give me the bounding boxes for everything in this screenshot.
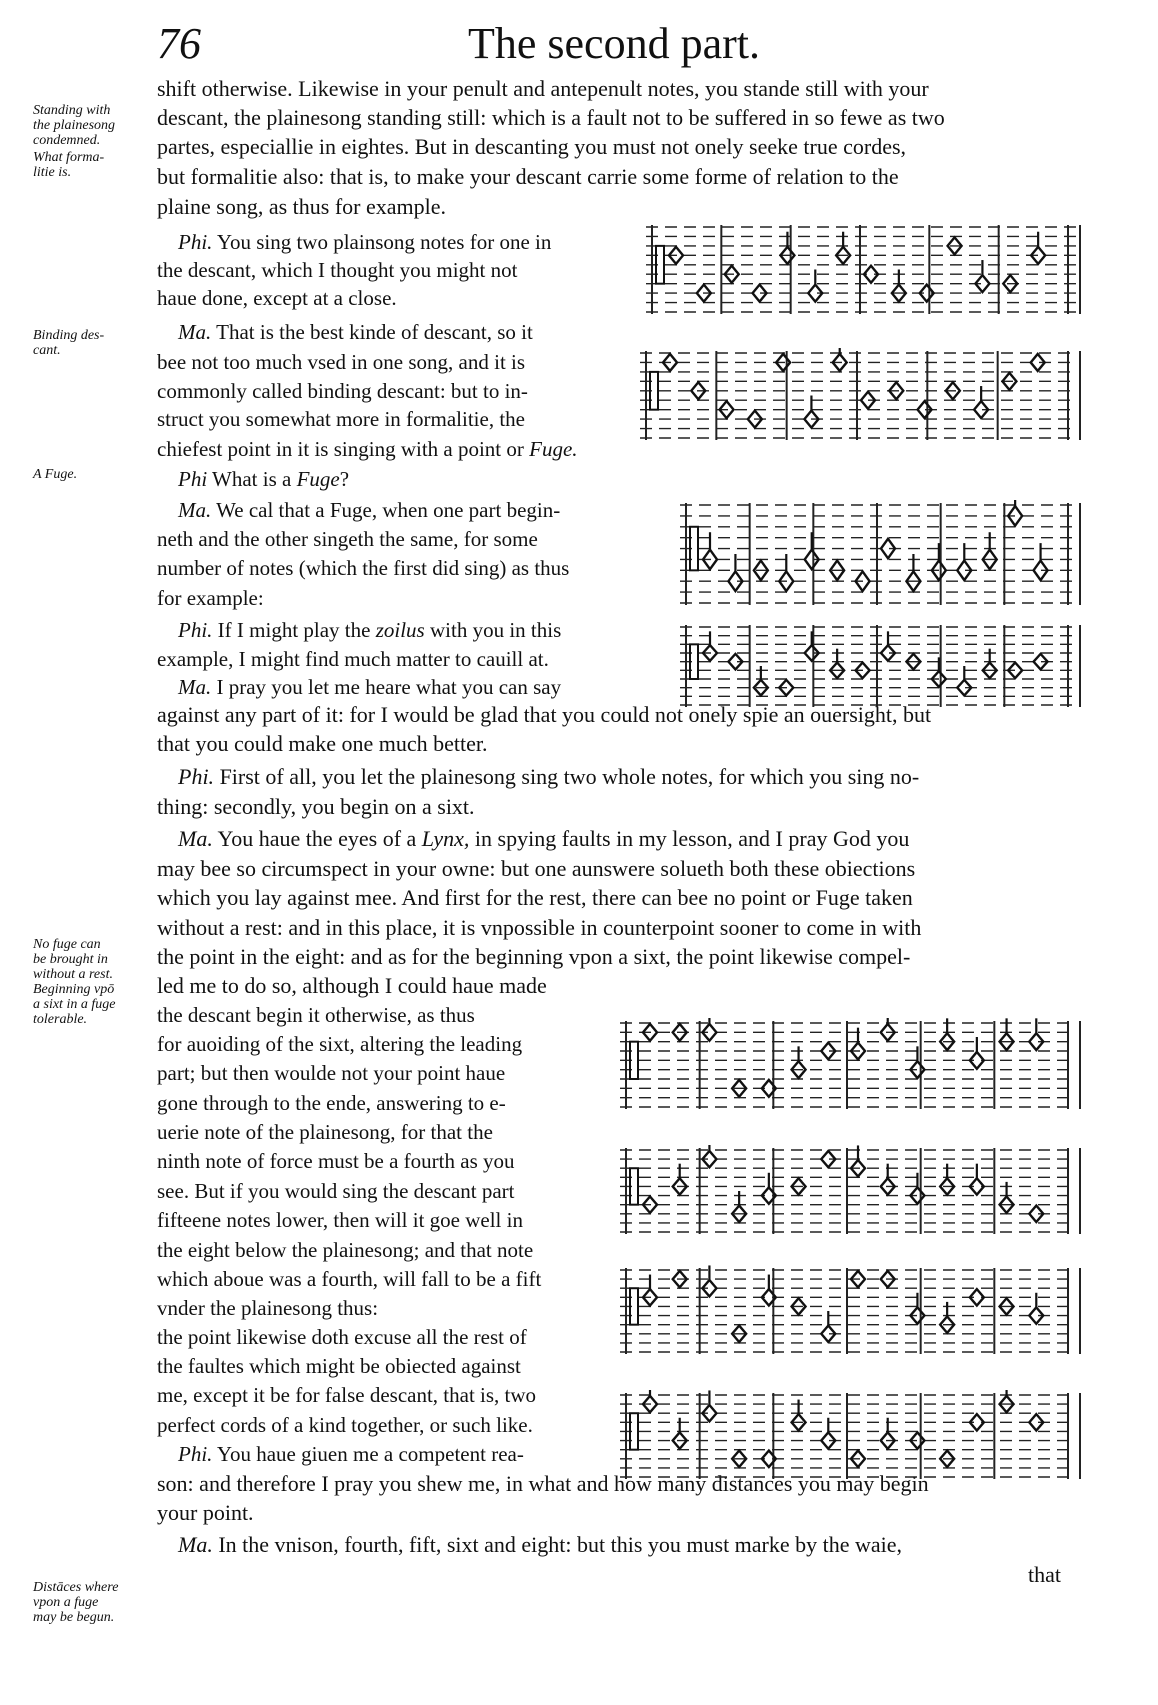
text-line xyxy=(157,1499,254,1527)
text-run: but formalitie also: that is, to make your descant carrie some forme of relation to the xyxy=(157,164,899,189)
music-staff xyxy=(620,1265,1086,1357)
text-run: part; but then woulde not your point haue xyxy=(157,1061,506,1085)
italic-run: zoilus xyxy=(375,618,425,642)
music-staff xyxy=(646,222,1086,317)
example-formalitie xyxy=(646,222,1086,317)
text-run: that xyxy=(1028,1562,1061,1587)
text-run: which you lay against mee. And first for the rest, there can bee no point or Fuge taken xyxy=(157,885,913,910)
music-staff xyxy=(680,500,1086,608)
text-run: with you in this xyxy=(424,618,562,642)
text-run: struct you somewhat more in formalitie, the xyxy=(157,407,525,431)
text-run: partes, especiallie in eightes. But in descanting you must not onely seeke true cordes, xyxy=(157,134,907,159)
text-line xyxy=(157,1294,378,1322)
italic-run: Lynx, xyxy=(421,826,470,851)
text-run: son: and therefore I pray you shew me, in what and how many distances you may begin xyxy=(157,1471,929,1496)
running-head: The second part. xyxy=(468,19,760,68)
text-line xyxy=(157,1236,533,1264)
text-run: number of notes (which the first did sing) as thus xyxy=(157,556,570,580)
text-line xyxy=(157,584,264,612)
text-line xyxy=(157,75,929,103)
italic-run: Ma. xyxy=(178,320,212,344)
text-line xyxy=(157,1381,536,1409)
text-run: may bee so circumspect in your owne: but one aunswere solueth both these obiections xyxy=(157,856,916,881)
text-line xyxy=(157,914,921,942)
text-run: which aboue was a fourth, will fall to be a fift xyxy=(157,1267,542,1291)
text-run: bee not too much vsed in one song, and it is xyxy=(157,350,526,374)
text-run: the eight below the plainesong; and that note xyxy=(157,1238,534,1262)
text-run: without a rest: and in this place, it is vnpossible in counterpoint sooner to come in with xyxy=(157,915,922,940)
text-line xyxy=(178,1531,902,1559)
text-run: What is a xyxy=(207,467,297,491)
text-run: You haue giuen me a competent rea- xyxy=(212,1442,524,1466)
music-staff xyxy=(620,1390,1086,1482)
italic-run: Fuge xyxy=(296,467,340,491)
example-false-descant xyxy=(620,1390,1086,1482)
text-run: First of all, you let the plainesong sing two whole notes, for which you sing no- xyxy=(214,764,920,789)
text-run: commonly called binding descant: but to in- xyxy=(157,379,528,403)
text-run: example, I might find much matter to cauill at. xyxy=(157,647,549,671)
text-line xyxy=(178,616,561,644)
text-line xyxy=(157,1411,533,1439)
text-run: perfect cords of a kind together, or such like. xyxy=(157,1413,533,1437)
text-run: ninth note of force must be a fourth as you xyxy=(157,1149,515,1173)
text-line xyxy=(157,1147,515,1175)
text-run: the point likewise doth excuse all the rest of xyxy=(157,1325,527,1349)
text-line xyxy=(157,1265,541,1293)
text-line xyxy=(157,1030,522,1058)
text-run: fifteene notes lower, then will it goe well in xyxy=(157,1208,523,1232)
text-line xyxy=(157,377,528,405)
text-line xyxy=(178,763,919,791)
margin-note: Standing with the plainesong condemned. xyxy=(33,103,116,148)
text-run: uerie note of the plainesong, for that the xyxy=(157,1120,493,1144)
text-line xyxy=(157,943,910,971)
text-line xyxy=(178,228,551,256)
text-line xyxy=(157,435,578,463)
text-line xyxy=(157,133,906,161)
example-fuge xyxy=(680,500,1086,608)
text-line xyxy=(157,284,397,312)
text-line xyxy=(157,405,525,433)
text-run: I pray you let me heare what you can say xyxy=(211,675,562,699)
text-line xyxy=(157,1118,493,1146)
text-line xyxy=(157,348,525,376)
text-run: for auoiding of the sixt, altering the leading xyxy=(157,1032,523,1056)
text-run: for example: xyxy=(157,586,264,610)
text-run: against any part of it: for I would be glad that you could not onely spie an ouersight, but xyxy=(157,702,932,727)
text-line xyxy=(157,1177,515,1205)
italic-run: Fuge. xyxy=(529,437,578,461)
text-line xyxy=(157,1059,505,1087)
text-line xyxy=(157,525,538,553)
text-run: the point in the eight: and as for the beginning vpon a sixt, the point likewise compel- xyxy=(157,944,911,969)
text-line xyxy=(178,1440,524,1468)
text-run: gone through to the ende, answering to e- xyxy=(157,1091,506,1115)
text-run: You haue the eyes of a xyxy=(212,826,422,851)
text-run: me, except it be for false descant, that is, two xyxy=(157,1383,537,1407)
text-line xyxy=(157,193,446,221)
margin-note: Binding des- cant. xyxy=(33,328,105,358)
text-line xyxy=(157,855,915,883)
text-line xyxy=(157,793,475,821)
italic-run: Ma. xyxy=(178,675,212,699)
text-run: chiefest point in it is singing with a point or xyxy=(157,437,530,461)
text-line xyxy=(157,1352,521,1380)
text-line xyxy=(157,1323,527,1351)
text-run: That is the best kinde of descant, so it xyxy=(211,320,533,344)
text-run: the faultes which might be obiected against xyxy=(157,1354,521,1378)
text-run: plaine song, as thus for example. xyxy=(157,194,446,219)
text-run: vnder the plainesong thus: xyxy=(157,1296,379,1320)
text-run: descant, the plainesong standing still: which is a fault not to be suffered in so fewe as two xyxy=(157,105,945,130)
music-staff xyxy=(640,348,1086,443)
example-sixt xyxy=(620,1018,1086,1112)
text-line xyxy=(157,1001,475,1029)
example-binding xyxy=(640,348,1086,443)
text-line xyxy=(157,163,899,191)
text-run: In the vnison, fourth, fift, sixt and eight: but this you must marke by the waie, xyxy=(212,1532,903,1557)
italic-run: Ma. xyxy=(178,1532,213,1557)
margin-note: What forma- litie is. xyxy=(33,150,105,180)
text-run: see. But if you would sing the descant part xyxy=(157,1179,515,1203)
music-staff xyxy=(680,622,1086,710)
text-run: led me to do so, although I could haue made xyxy=(157,973,547,998)
text-line xyxy=(157,256,517,284)
text-run: shift otherwise. Likewise in your penult and antepenult notes, you stande still with your xyxy=(157,76,929,101)
page-number: 76 xyxy=(157,19,201,68)
text-line xyxy=(157,972,547,1000)
music-staff xyxy=(620,1018,1086,1112)
text-line xyxy=(1028,1561,1061,1589)
text-run: neth and the other singeth the same, for some xyxy=(157,527,538,551)
text-run: your point. xyxy=(157,1500,254,1525)
text-line xyxy=(157,645,549,673)
text-run: ? xyxy=(339,467,350,491)
text-line xyxy=(157,730,488,758)
italic-run: Phi xyxy=(178,467,208,491)
italic-run: Phi. xyxy=(178,230,213,254)
text-run: haue done, except at a close. xyxy=(157,286,397,310)
text-run: in spying faults in my lesson, and I pray God you xyxy=(469,826,910,851)
italic-run: Phi. xyxy=(178,764,215,789)
text-line xyxy=(157,104,945,132)
example-zoilus xyxy=(680,622,1086,710)
text-run: the descant begin it otherwise, as thus xyxy=(157,1003,475,1027)
text-line xyxy=(157,1206,523,1234)
italic-run: Ma. xyxy=(178,826,213,851)
text-run: We cal that a Fuge, when one part begin- xyxy=(211,498,561,522)
music-staff xyxy=(620,1145,1086,1237)
example-fift xyxy=(620,1265,1086,1357)
text-run: You sing two plainsong notes for one in xyxy=(212,230,552,254)
text-run: that you could make one much better. xyxy=(157,731,488,756)
text-line xyxy=(178,318,533,346)
text-run: If I might play the xyxy=(212,618,376,642)
text-run: thing: secondly, you begin on a sixt. xyxy=(157,794,475,819)
margin-note: A Fuge. xyxy=(33,467,78,482)
text-line xyxy=(157,884,913,912)
text-line xyxy=(157,554,569,582)
margin-note: No fuge can be brought in without a rest. Beginning vpō a sixt in a fuge tolerable. xyxy=(33,937,116,1027)
text-line xyxy=(178,673,561,701)
italic-run: Phi. xyxy=(178,1442,213,1466)
text-run: the descant, which I thought you might not xyxy=(157,258,518,282)
text-line xyxy=(178,825,909,853)
italic-run: Phi. xyxy=(178,618,213,642)
text-line xyxy=(178,496,560,524)
text-line xyxy=(157,1089,506,1117)
italic-run: Ma. xyxy=(178,498,212,522)
text-line xyxy=(178,465,349,493)
margin-note: Distāces where vpon a fuge may be begun. xyxy=(33,1580,119,1625)
example-fourth xyxy=(620,1145,1086,1237)
